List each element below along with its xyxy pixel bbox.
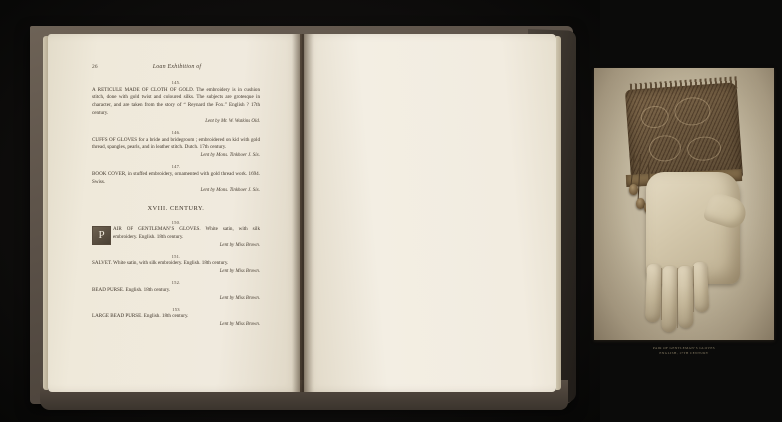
entry-lender: Lent by Miss Brown. — [219, 322, 260, 328]
glove-seam — [693, 266, 694, 312]
left-page — [48, 34, 300, 392]
cuff-motif — [674, 96, 712, 126]
plate-image — [594, 68, 774, 340]
entry-text: SALVET. White satin, with silk embroidery. English. 18th century. — [92, 260, 229, 267]
entry-lender: Lent by Miss Brown. — [219, 295, 260, 301]
open-book — [30, 20, 716, 408]
entry-lender: Lent by Miss Brown. — [219, 242, 260, 248]
photographic-plate-mount — [586, 60, 782, 366]
right-page-fore-edge — [556, 36, 561, 390]
entry-text: BEAD PURSE. English. 18th century. — [92, 286, 171, 293]
plate-caption — [594, 346, 774, 356]
photographic-plate — [594, 68, 774, 340]
cuff-motif — [640, 105, 669, 129]
catalogue-entry — [92, 130, 260, 158]
entry-number: 152. — [171, 280, 181, 286]
book-gutter-shadow — [292, 34, 314, 392]
glove-seam — [677, 268, 678, 328]
folio-number: 26 — [92, 64, 98, 70]
plate-caption-line-2: ENGLISH, 17TH CENTURY — [659, 351, 709, 356]
entry-text: A RETICULE MADE OF CLOTH OF GOLD. The embroidery is in cushion stitch, done with gold twist and coloured silks. The subjects are grotesque in character, and are taken from the story of “ Reynard the Fox.” English ? 17th century. — [92, 86, 260, 117]
plate-caption-line-1: PAIR OF GENTLEMAN’S GLOVES — [652, 346, 716, 350]
left-page-text-block — [92, 64, 260, 333]
page-header — [92, 64, 260, 70]
entry-text: LARGE BEAD PURSE. English. 18th century. — [92, 313, 189, 320]
entry-number: 147. — [171, 164, 181, 170]
glove-seam — [661, 268, 662, 320]
glove-finger — [645, 264, 662, 322]
entry-lender: Lent by Mr. W. Watkins Old. — [205, 119, 260, 125]
entry-number: 153 — [172, 306, 180, 312]
glove-finger — [661, 266, 677, 332]
cuff-motif — [686, 135, 722, 161]
catalogue-entry — [92, 220, 260, 248]
right-page — [304, 34, 716, 392]
glove-finger — [693, 262, 710, 313]
entry-number: 150. — [171, 219, 181, 225]
page-spread — [48, 34, 716, 392]
cuff-motif — [648, 134, 682, 162]
running-title: Loan Exhibition of — [152, 64, 202, 70]
catalogue-entry — [92, 80, 260, 124]
glove-illustration — [594, 68, 774, 340]
catalogue-entry — [92, 307, 260, 327]
entry-text: CUFFS OF GLOVES for a bride and bridegroom ; embroidered on kid with gold thread, spangles, pearls, and in leather stitch. Dutch. 17th century. — [92, 136, 260, 151]
glove-finger — [677, 266, 693, 328]
entry-number: 145. — [171, 80, 181, 85]
section-heading: XVIII. CENTURY. — [147, 204, 205, 212]
entry-number: 146. — [171, 130, 181, 136]
decorated-initial: P — [92, 226, 111, 245]
entry-lender: Lent by Mons. Tinkhoer J. Six. — [200, 187, 260, 193]
entry-number: 151. — [171, 253, 181, 259]
catalogue-entry — [92, 164, 260, 192]
catalogue-entry — [92, 280, 260, 300]
entry-text: AIR OF GENTLEMAN’S GLOVES. White satin, with silk embroidery. English. 18th century. — [113, 226, 260, 241]
entry-text: BOOK COVER, in stuffed embroidery, ornamented with gold thread work. 1694. Swiss. — [92, 170, 260, 185]
catalogue-entry — [92, 254, 260, 274]
tassel — [629, 184, 638, 195]
entry-lender: Lent by Mons. Tinkhoer J. Six. — [200, 153, 260, 159]
entry-lender: Lent by Miss Brown. — [219, 269, 260, 275]
